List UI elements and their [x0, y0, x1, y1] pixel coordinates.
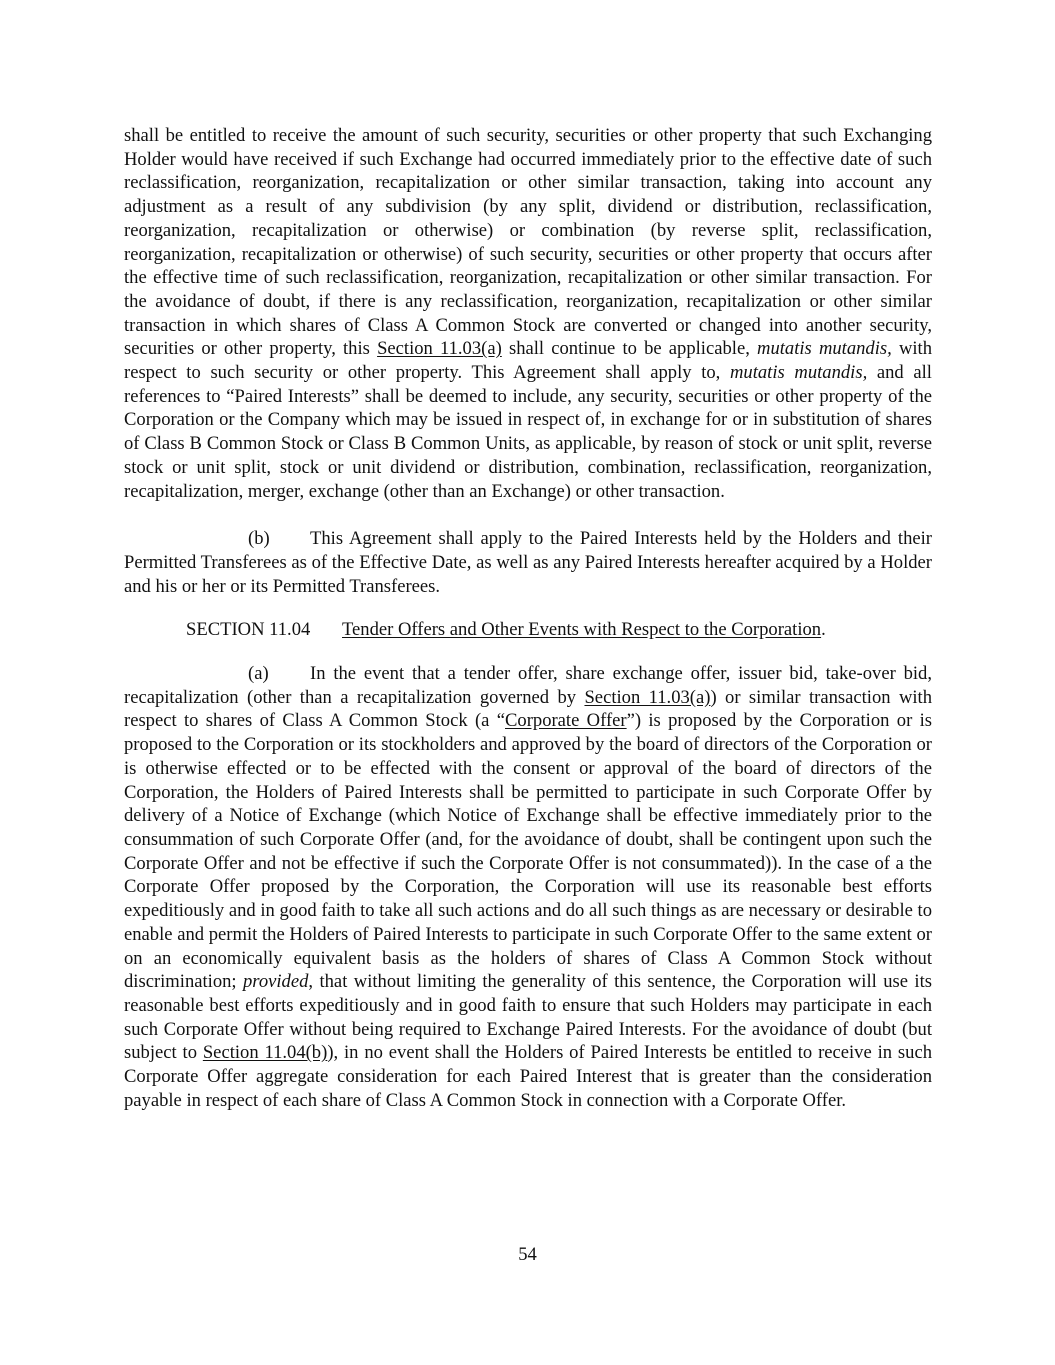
section-reference: Section 11.03(a): [584, 686, 711, 708]
paragraph-b: [124, 527, 932, 598]
text-run: shall be entitled to receive the amount of such security, securities or other property that such Exchanging Holder would have received if such Exchange had occurred immediately prior to the effective date of such reclassification, reorganization, recapitalization or other similar transaction, taking into account any adjustment as a result of any subdivision (by any split, dividend or distribution, reclassification, reorganization, recapitalization or otherwise) or combination (by reverse split, reclassification, reorganization, recapitalization or otherwise) of such security, securities or other property that occurs after the effective time of such reclassification, reorganization, recapitalization or other similar transaction. For the avoidance of doubt, if there is any reclassification, reorganization, recapitalization or other similar transaction in which shares of Class A Common Stock are converted or changed into another security, securities or other property, this: [124, 125, 932, 360]
page-number: 54: [518, 1244, 537, 1265]
text-run: , that without limiting the generality of this sentence, the Corporation will use its reasonable best efforts expeditiously and in good faith to ensure that such Holders may participate in each such Corporate Offer without being required to Exchange Paired Interests. For the avoidance of doubt (but subject to: [124, 971, 932, 1064]
italic-term: mutatis mutandis,: [757, 338, 892, 360]
text-run: with respect to such security or other property. This Agreement shall apply to,: [124, 338, 933, 384]
defined-term: Corporate Offer: [505, 710, 627, 732]
document-page: [124, 124, 932, 1112]
section-number: SECTION 11.04: [186, 619, 311, 641]
paragraph-label: (a): [248, 663, 269, 685]
text-run: This Agreement shall apply to the Paired Interests held by the Holders and their Permitted Transferees as of the Effective Date, as well as any Paired Interests hereafter acquired by a Holder and his or her or its Permitted Transferees.: [124, 528, 932, 597]
text-run: ) or similar transaction with respect to shares of Class A Common Stock (a “: [124, 686, 933, 732]
text-run: In the event that a tender offer, share exchange offer, issuer bid, take-over bid, recapitalization (other than a recapitalization governed by: [124, 663, 932, 708]
section-title: Tender Offers and Other Events with Respect to the Corporation: [342, 619, 822, 641]
text-run: shall continue to be applicable,: [501, 338, 758, 360]
text-run: ), in no event shall the Holders of Paired Interests be entitled to receive in such Corporate Offer aggregate consideration for each Paired Interest that is greater than the consideration payable in respect of each share of Class A Common Stock in connection with a Corporate Offer.: [124, 1042, 932, 1111]
italic-term: provided: [243, 971, 309, 993]
paragraph-label: (b): [248, 528, 270, 550]
text-run: ”) is proposed by the Corporation or is proposed to the Corporation or its stockholders and approved by the board of directors of the Corporation or is otherwise effected or to be effected with the consent or approval of the board of directors of the Corporation, the Holders of Paired Interests shall be permitted to participate in such Corporate Offer by delivery of a Notice of Exchange (which Notice of Exchange shall be effective immediately prior to the consummation of such Corporate Offer (and, for the avoidance of doubt, shall be contingent upon such the Corporate Offer and not be effective if such the Corporate Offer is not consummated)). In the case of a the Corporate Offer proposed by the Corporation, the Corporation will use its reasonable best efforts expeditiously and in good faith to take all such actions and do all such things as are necessary or desirable to enable and permit the Holders of Paired Interests to participate in such Corporate Offer to the same extent or on an economically equivalent basis as the holders of shares of Class A Common Stock without discrimination;: [124, 710, 933, 993]
section-reference: Section 11.03(a): [377, 338, 502, 360]
italic-term: mutatis mutandis,: [729, 362, 868, 384]
paragraph-a: [124, 662, 932, 1112]
text-run: and all references to “Paired Interests” shall be deemed to include, any security, securities or other property of the Corporation or the Company which may be issued in respect of, in exchange for or in substitution of shares of Class B Common Stock or Class B Common Units, as applicable, by reason of stock or unit split, reverse stock or unit split, stock or unit dividend or distribution, combination, reclassification, reorganization, recapitalization, merger, exchange (other than an Exchange) or other transaction.: [124, 362, 932, 502]
paragraph-continued: [124, 124, 932, 503]
section-heading: [124, 618, 932, 642]
section-reference: Section 11.04(b): [202, 1042, 328, 1064]
section-title-end: .: [821, 619, 826, 641]
